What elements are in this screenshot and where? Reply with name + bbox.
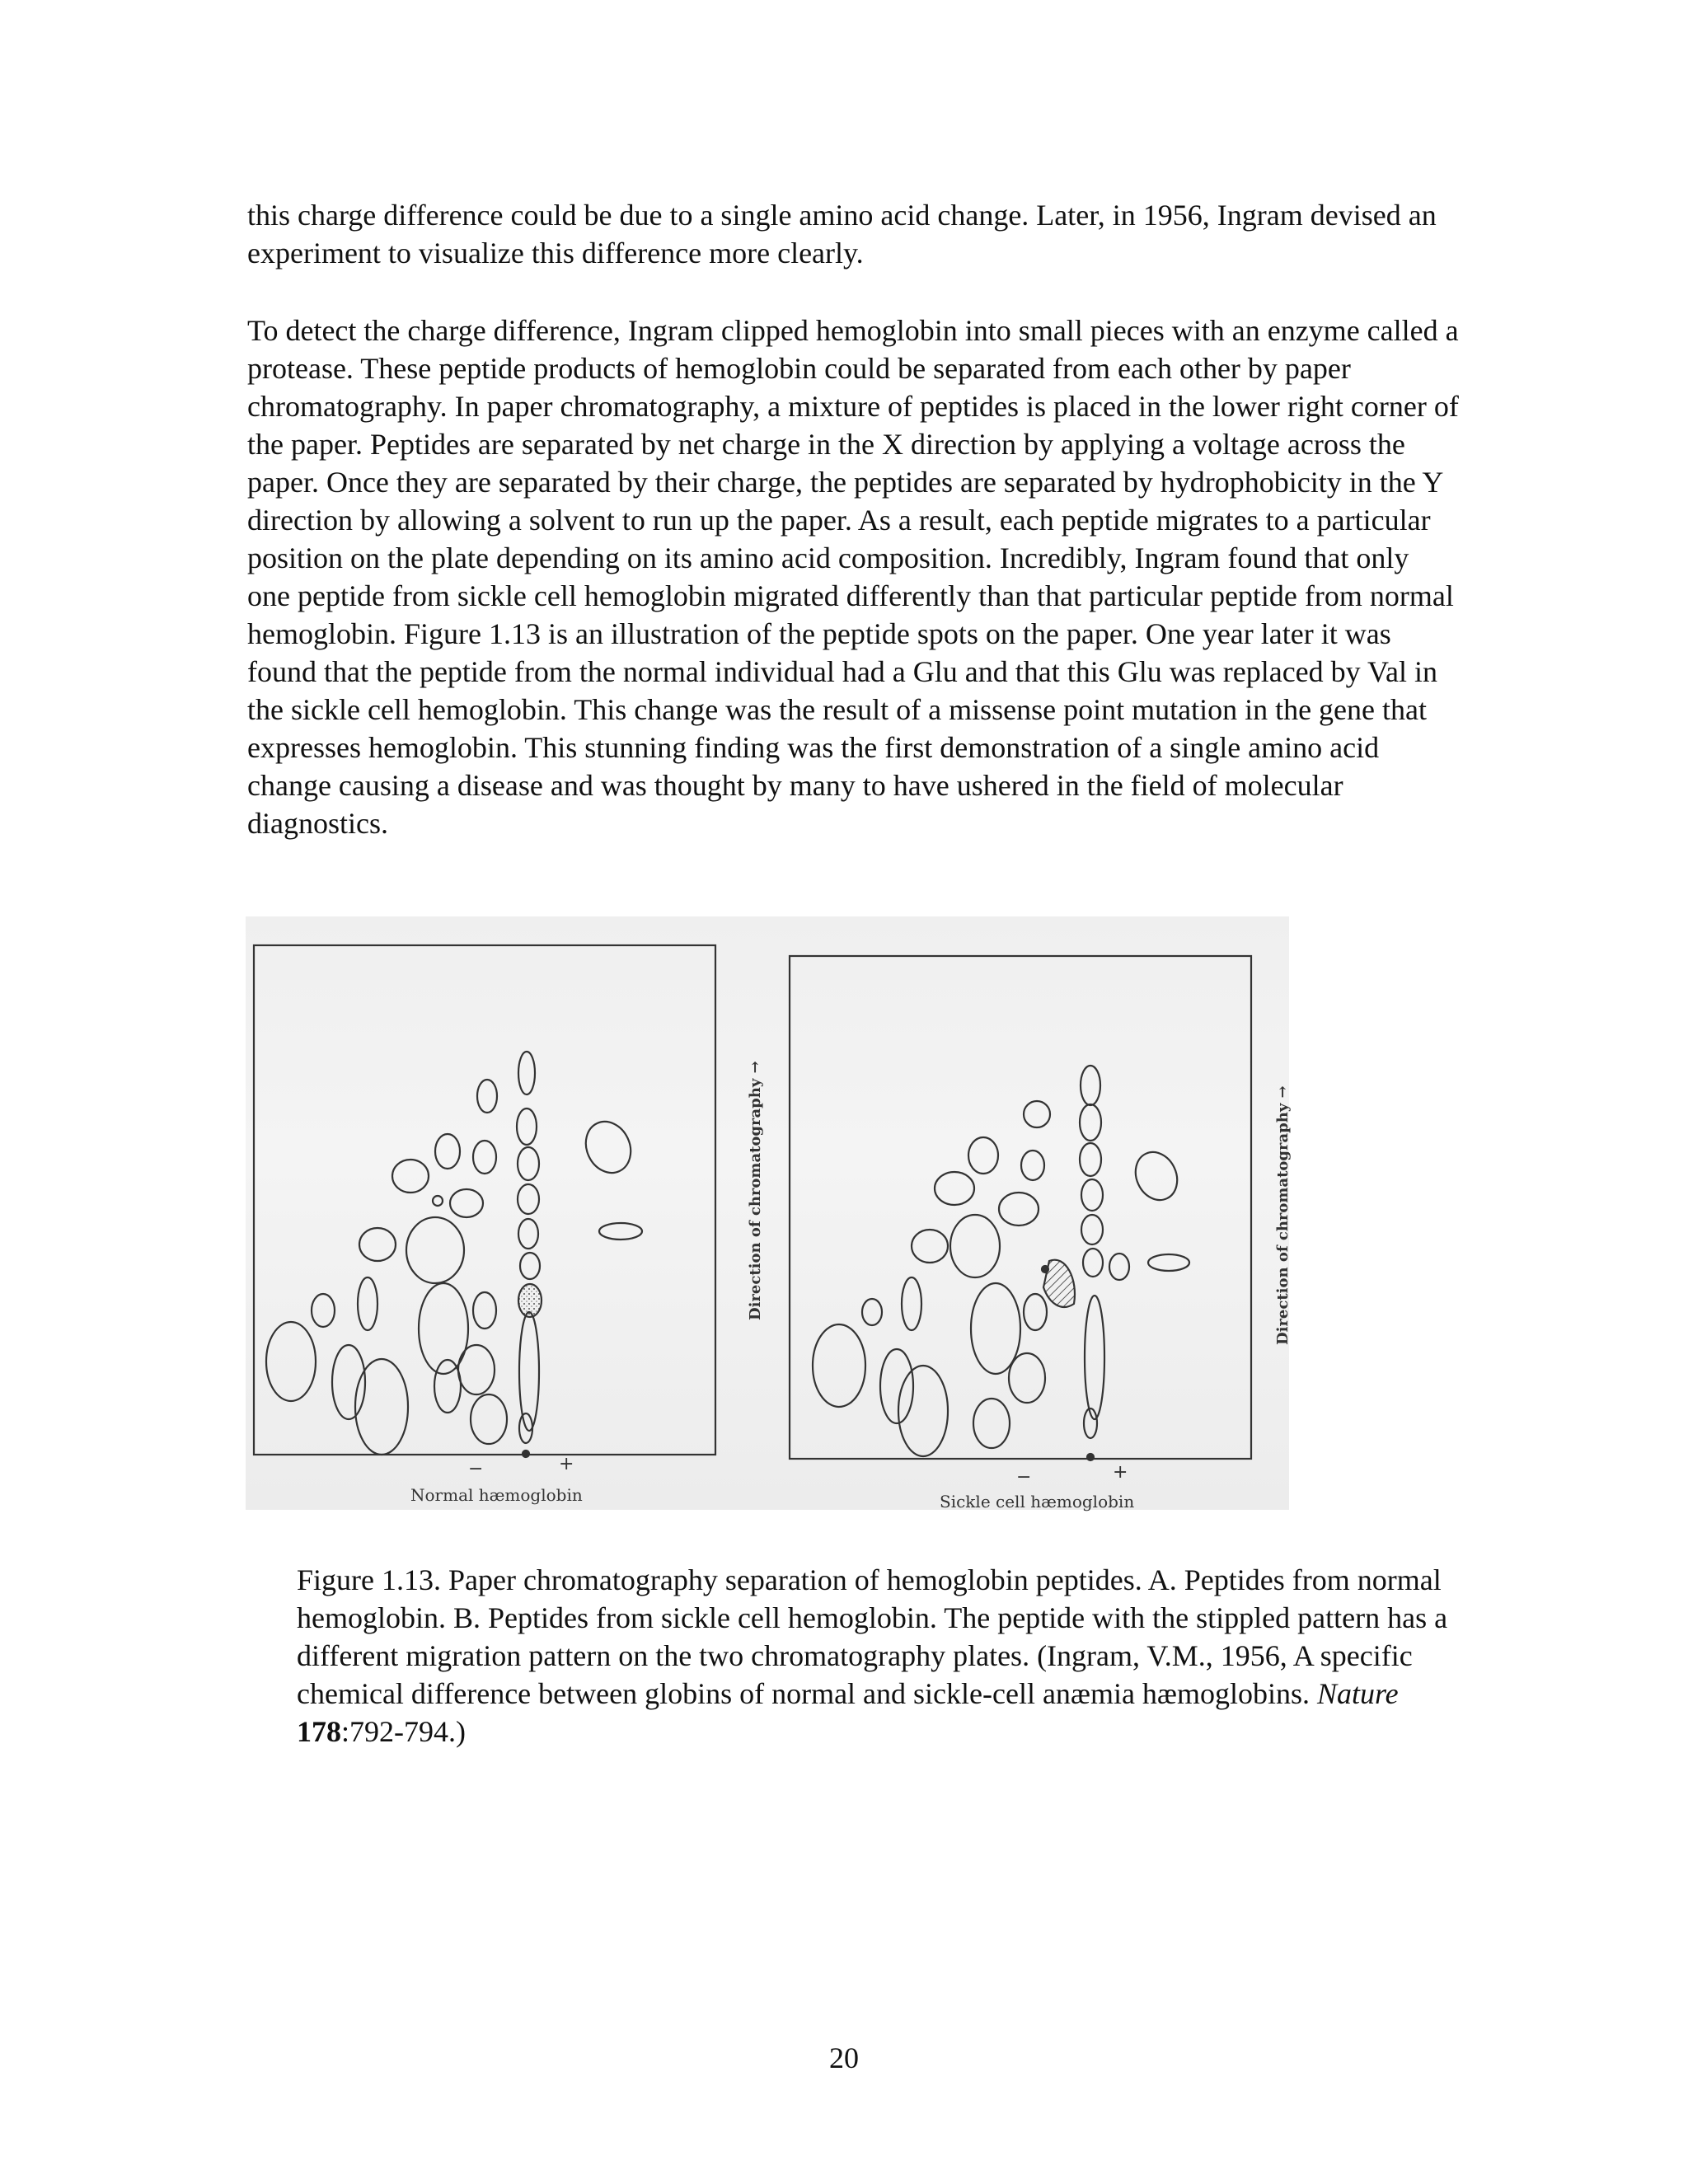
figure-caption [297, 1561, 1451, 1750]
caption-volume: 178 [297, 1715, 341, 1748]
plate-normal-border [254, 945, 715, 1455]
plate-normal-axis-label: Direction of chromatography → [747, 1061, 764, 1320]
plate-normal [254, 945, 715, 1457]
page-number: 20 [829, 2041, 859, 2074]
caption-pages: :792-794.) [341, 1715, 466, 1748]
plate-normal-minus: − [468, 1459, 484, 1479]
chromatography-drawing [246, 916, 1289, 1510]
body-paragraph-1: this charge difference could be due to a single amino acid change. Later, in 1956, Ingram devised an experiment to visualize this difference more clearly. [247, 199, 1437, 269]
plate-sickle-label: Sickle cell hæmoglobin [940, 1492, 1135, 1511]
plate-sickle-plus: + [1113, 1462, 1128, 1483]
plate-sickle-axis-label: Direction of chromatography → [1274, 1085, 1292, 1345]
caption-journal: Nature [1316, 1677, 1399, 1710]
caption-lead: Figure 1.13. Paper chromatography separation of hemoglobin peptides. A. Peptides from normal hemoglobin. B. Peptides from sickle cell hemoglobin. The peptide with the stippled pattern has a different migration pattern on the two chromatography plates. (Ingram, V.M., 1956, A specific chemical difference between globins of normal and sickle-cell anæmia hæmoglobins. [297, 1563, 1448, 1710]
plate-sickle-minus: − [1016, 1467, 1032, 1488]
plate-sickle [790, 956, 1251, 1460]
plate-normal-plus: + [559, 1454, 574, 1474]
plate-sickle-border [790, 956, 1251, 1459]
body-paragraph-2: To detect the charge difference, Ingram clipped hemoglobin into small pieces with an enzyme called a protease. These peptide products of hemoglobin could be separated from each other by paper chromatography. In paper chromatography, a mixture of peptides is placed in the lower right corner of the paper. Peptides are separated by net charge in the X direction by applying a voltage across the paper. Once they are separated by their charge, the peptides are separated by hydrophobicity in the Y direction by allowing a solvent to run up the paper. As a result, each peptide migrates to a particular position on the plate depending on its amino acid composition. Incredibly, Ingram found that only one peptide from sickle cell hemoglobin migrated differently than that particular peptide from normal hemoglobin. Figure 1.13 is an illustration of the peptide spots on the paper. One year later it was found that the peptide from the normal individual had a Glu and that this Glu was replaced by Val in the sickle cell hemoglobin. This change was the result of a missense point mutation in the gene that expresses hemoglobin. This stunning finding was the first demonstration of a single amino acid change causing a disease and was thought by many to have ushered in the field of molecular diagnostics. [247, 314, 1459, 840]
plate-normal-label: Normal hæmoglobin [410, 1485, 583, 1505]
chromatography-figure [246, 916, 1292, 1511]
